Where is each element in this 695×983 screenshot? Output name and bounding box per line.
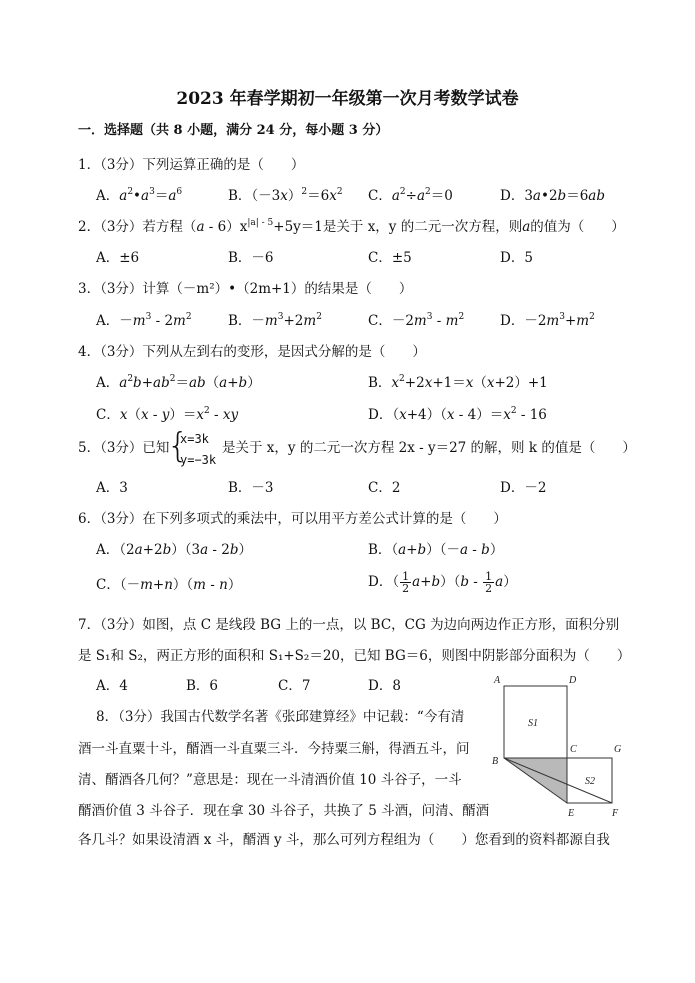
question-7-line-2: 是 S₁和 S₂，两正方形的面积和 S₁+S₂＝20，已知 BG＝6，则图中阴影部分面积为（ ） (78, 648, 631, 664)
q1-option-a: A．$a^2•a^3=a^6$ (96, 187, 183, 204)
page-title: 2023 年春学期初一年级第一次月考数学试卷 (176, 89, 519, 109)
q4-option-a: A．$a^2b+ab^2=ab(a+b)$ (96, 374, 261, 391)
label-d: D (569, 675, 577, 686)
q7-option-d: D．8 (368, 678, 401, 694)
question-8-line-4: 醑酒价值 3 斗谷子．现在拿 30 斗谷子，共换了 5 斗酒，问清、醑酒 (78, 803, 490, 819)
q6-option-c: C．（－m+n）（m - n） (96, 577, 242, 593)
q2-option-b: B．－6 (228, 250, 274, 266)
question-1-stem: 1．（3分）下列运算正确的是（ ） (78, 157, 305, 173)
label-s1: S1 (528, 718, 538, 729)
question-2-stem: 2．（3分）若方程$(a - 6)x^{|a| - 5}+5y=1$是关于 x，y 的二元一次方程，则a的值为（ ） (78, 218, 625, 235)
q2-option-a: A．±6 (96, 250, 140, 266)
q3-option-b: B．$-m^3+2m^2$ (228, 312, 322, 329)
q2-option-c: C．±5 (368, 250, 412, 266)
equation-system-brace: { (167, 426, 189, 466)
q1-option-c: C．$a^2\div a^2=0$ (368, 187, 453, 204)
system-equation-1: x=3k (180, 432, 209, 446)
q5-option-b: B．－3 (228, 480, 274, 496)
label-b: B (492, 756, 499, 767)
q3-option-d: D．$-2m^3+m^2$ (500, 312, 595, 329)
q5-option-a: A．3 (96, 480, 128, 496)
question-6-stem: 6．（3分）在下列多项式的乘法中，可以用平方差公式计算的是（ ） (78, 511, 507, 527)
q6-option-b: B．（a+b）（－a - b） (368, 542, 504, 558)
q2-option-d: D．5 (500, 250, 533, 266)
q5-option-c: C．2 (368, 480, 401, 496)
label-e: E (568, 808, 575, 819)
q7-option-b: B．6 (186, 678, 219, 694)
question-5-prefix: 5．（3分）已知 (78, 440, 170, 456)
question-7-line-1: 7．（3分）如图，点 C 是线段 BG 上的一点，以 BC，CG 为边向两边作正方形，面积分别 (78, 617, 620, 633)
q1-option-d: D．3a•2b＝6ab (500, 188, 605, 204)
question-8-line-2: 酒一斗直粟十斗，醑酒一斗直粟三斗．今持粟三斛，得酒五斗，问 (78, 741, 470, 757)
q3-option-a: A．$-m^3 - 2m^2$ (96, 312, 192, 329)
question-4-stem: 4．（3分）下列从左到右的变形，是因式分解的是（ ） (78, 344, 426, 360)
q4-option-d: D．$(x+4)(x - 4)=x^2 - 16$ (368, 406, 547, 423)
label-c: C (570, 744, 577, 755)
q7-option-a: A．4 (96, 678, 128, 694)
q1-option-b: B．$(-3x)^2=6x^2$ (228, 187, 343, 204)
system-equation-2: y=−3k (180, 453, 217, 467)
q4-option-b: B．$x^2+2x+1=x(x+2)+1$ (368, 374, 548, 391)
section-heading: 一．选择题（共 8 小题，满分 24 分，每小题 3 分） (78, 123, 389, 138)
question-8-line-5: 各几斗？如果设清酒 x 斗，醑酒 y 斗，那么可列方程组为（ ）您看到的资料都源自我 (78, 832, 610, 848)
q6-option-d: D．（ $\frac{1}{2}$ a+b）（b - $\frac{1}{2}$ a） (368, 570, 517, 595)
label-g: G (614, 744, 622, 755)
question-5-tail: 是关于 x，y 的二元一次方程 2x - y＝27 的解，则 k 的值是（ ） (222, 440, 636, 456)
q5-option-d: D．－2 (500, 480, 547, 496)
question-8-line-3: 清、醑酒各几何？”意思是：现在一斗清酒价值 10 斗谷子，一斗 (78, 772, 462, 788)
q3-option-c: C．$-2m^3 - m^2$ (368, 312, 465, 329)
label-s2: S2 (585, 776, 595, 787)
label-a: A (494, 675, 501, 686)
q6-option-a: A．（2a+2b）（3a - 2b） (96, 542, 253, 558)
question-8-line-1: 8．（3分）我国古代数学名著《张邱建算经》中记载：“今有清 (96, 709, 465, 725)
q7-option-c: C．7 (278, 678, 311, 694)
squares-figure (488, 672, 628, 822)
question-3-stem: 3．（3分）计算（－m²）•（2m+1）的结果是（ ） (78, 281, 413, 297)
q4-option-c: C．$x(x - y)=x^2$ - xy (96, 406, 239, 423)
label-f: F (612, 808, 619, 819)
